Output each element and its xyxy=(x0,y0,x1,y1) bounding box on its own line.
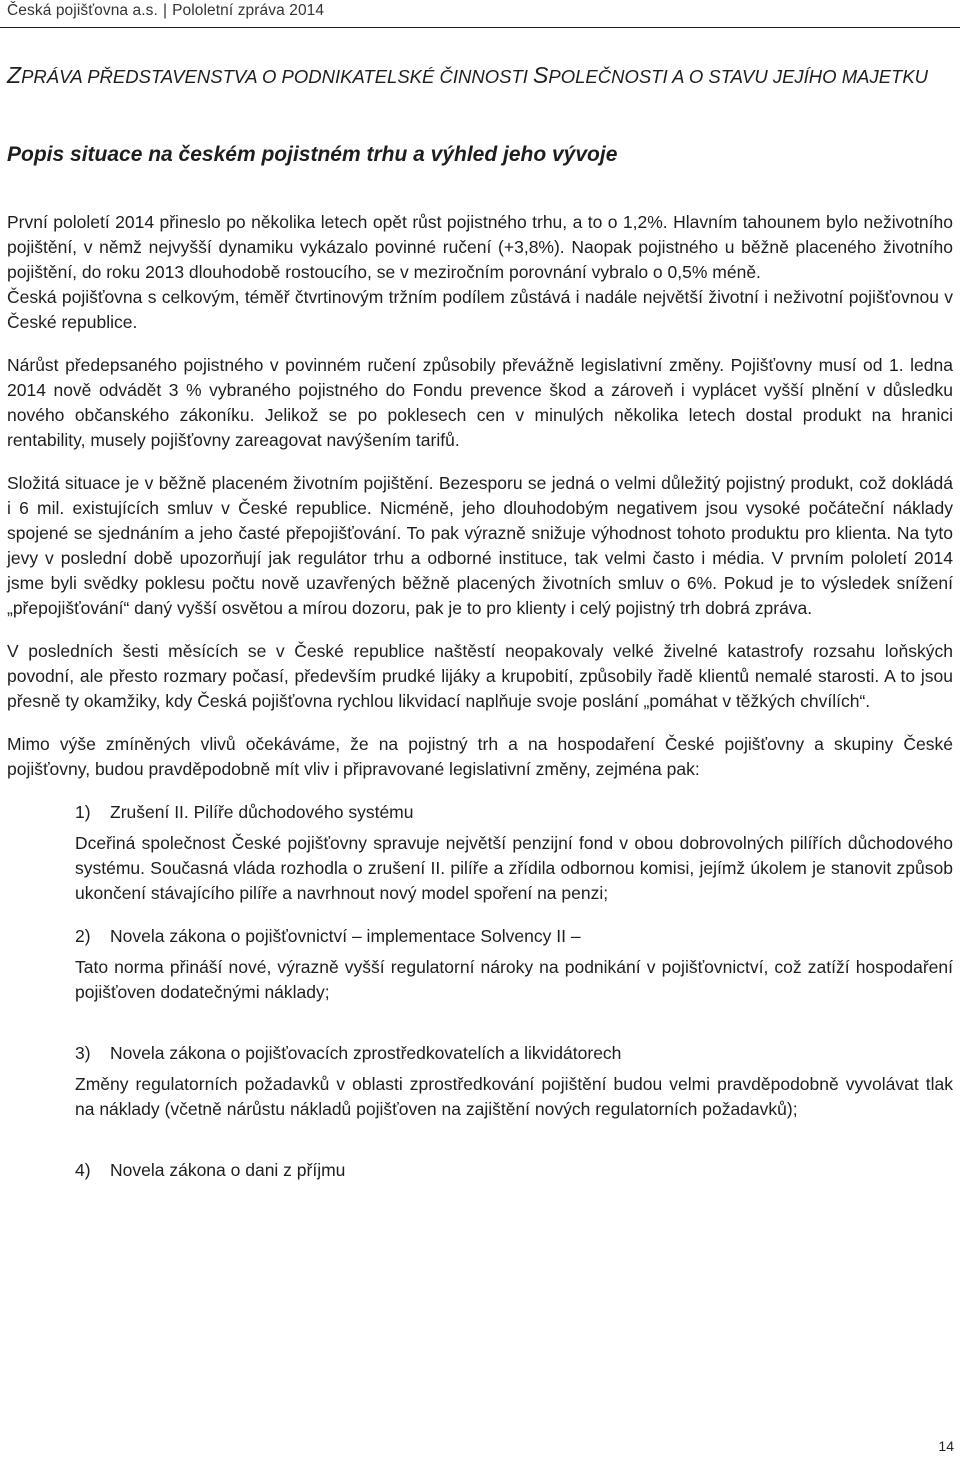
paragraph-market-growth: První pololetí 2014 přineslo po několika letech opět růst pojistného trhu, a to o 1,2%. Hlavním tahounem bylo neživotního pojištění, v němž nejvyšší dynamiku vykázalo povinné ručení (+3,8%). Naopak pojistného u běžně placeného životního pojištění, do roku 2013 dlouhodobě rostoucího, se v meziročním porovnání vybralo o 0,5% méně. xyxy=(7,212,953,282)
section-title: ZPRÁVA PŘEDSTAVENSTVA O PODNIKATELSKÉ ČINNOSTI SPOLEČNOSTI A O STAVU JEJÍHO MAJETKU xyxy=(7,62,929,88)
list-item xyxy=(7,1158,953,1183)
list-item xyxy=(7,1041,953,1122)
section-subtitle: Popis situace na českém pojistném trhu a výhled jeho vývoje xyxy=(7,143,618,166)
paragraph-life-insurance: Složitá situace je v běžně placeném životním pojištění. Bezesporu se jedná o velmi důležitý pojistný produkt, což dokládá i 6 mil. existujících smluv v České republice. Nicméně, jeho dlouhodobým negativem jsou vysoké počáteční náklady spojené se sjednáním a jeho časté přepojišťování. To pak výrazně snižuje výhodnost tohoto produktu pro klienta. Na tyto jevy v poslední době upozorňují jak regulátor trhu a odborné instituce, tak velmi často i média. V prvním pololetí 2014 jsme byli svědky poklesu počtu nově uzavřených běžně placených životních smluv o 6%. Pokud je to výsledek snížení „přepojišťování“ daný vyšší osvětou a mírou dozoru, pak je to pro klienty i celý pojistný trh dobrá zpráva. xyxy=(7,473,953,618)
paragraph-legislative-changes: Mimo výše zmíněných vlivů očekáváme, že na pojistný trh a na hospodaření České pojišťovny a skupiny České pojišťovny, budou pravděpodobně mít vliv i připravované legislativní změny, zejména pak: xyxy=(7,734,953,779)
header-separator: | xyxy=(162,2,168,19)
list-item-body: Tato norma přináší nové, výrazně vyšší regulatorní nároky na podnikání v pojišťovnictví, což zatíží hospodaření pojišťoven dodatečnými náklady; xyxy=(75,957,953,1002)
header-rule xyxy=(0,27,960,28)
header-company: Česká pojišťovna a.s. xyxy=(7,2,158,19)
list-item-heading: 2) Novela zákona o pojišťovnictví – implementace Solvency II – xyxy=(75,926,581,946)
list-item xyxy=(7,924,953,1005)
paragraph-market-share: Česká pojišťovna s celkovým, téměř čtvrtinovým tržním podílem zůstává i nadále největší životní i neživotní pojišťovnou v České republice. xyxy=(7,287,953,332)
paragraph-motor-liability: Nárůst předepsaného pojistného v povinném ručení způsobily převážně legislativní změny. Pojišťovny musí od 1. ledna 2014 nově odvádět 3 % vybraného pojistného do Fondu prevence škod a zároveň i vyplácet vyšší plnění v důsledku nového občanského zákoníku. Jelikož se po poklesech cen v minulých několika letech dostal produkt na hranici rentability, musely pojišťovny zareagovat navýšením tarifů. xyxy=(7,355,953,450)
running-header xyxy=(7,2,324,20)
list-item-heading: 4) Novela zákona o dani z příjmu xyxy=(75,1160,346,1180)
list-item-heading: 3) Novela zákona o pojišťovacích zprostředkovatelích a likvidátorech xyxy=(75,1043,622,1063)
list-item-heading: 1) Zrušení II. Pilíře důchodového systému xyxy=(75,802,414,822)
list-item-body: Změny regulatorních požadavků v oblasti zprostředkování pojištění budou velmi pravděpodobně vyvolávat tlak na náklady (včetně nárůstu nákladů pojišťoven na zajištění nových regulatorních požadavků); xyxy=(75,1074,953,1119)
page-number: 14 xyxy=(938,1438,954,1454)
list-item-body: Dceřiná společnost České pojišťovny spravuje největší penzijní fond v obou dobrovolných pilířích důchodového systému. Současná vláda rozhodla o zrušení II. pilíře a zřídila odbornou komisi, jejímž úkolem je stanovit způsob ukončení stávajícího pilíře a navrhnout nový model spoření na penzi; xyxy=(75,833,953,903)
header-report-title: Pololetní zpráva 2014 xyxy=(172,2,325,19)
list-item xyxy=(7,800,953,906)
paragraph-natural-disasters: V posledních šesti měsících se v České republice naštěstí neopakovaly velké živelné katastrofy rozsahu loňských povodní, ale přesto rozmary počasí, především prudké lijáky a krupobití, způsobily řadě klientů nemalé starosti. A to jsou přesně ty okamžiky, kdy Česká pojišťovna rychlou likvidací naplňuje svoje poslání „pomáhat v těžkých chvílích“. xyxy=(7,641,953,711)
body-text xyxy=(7,210,953,1183)
